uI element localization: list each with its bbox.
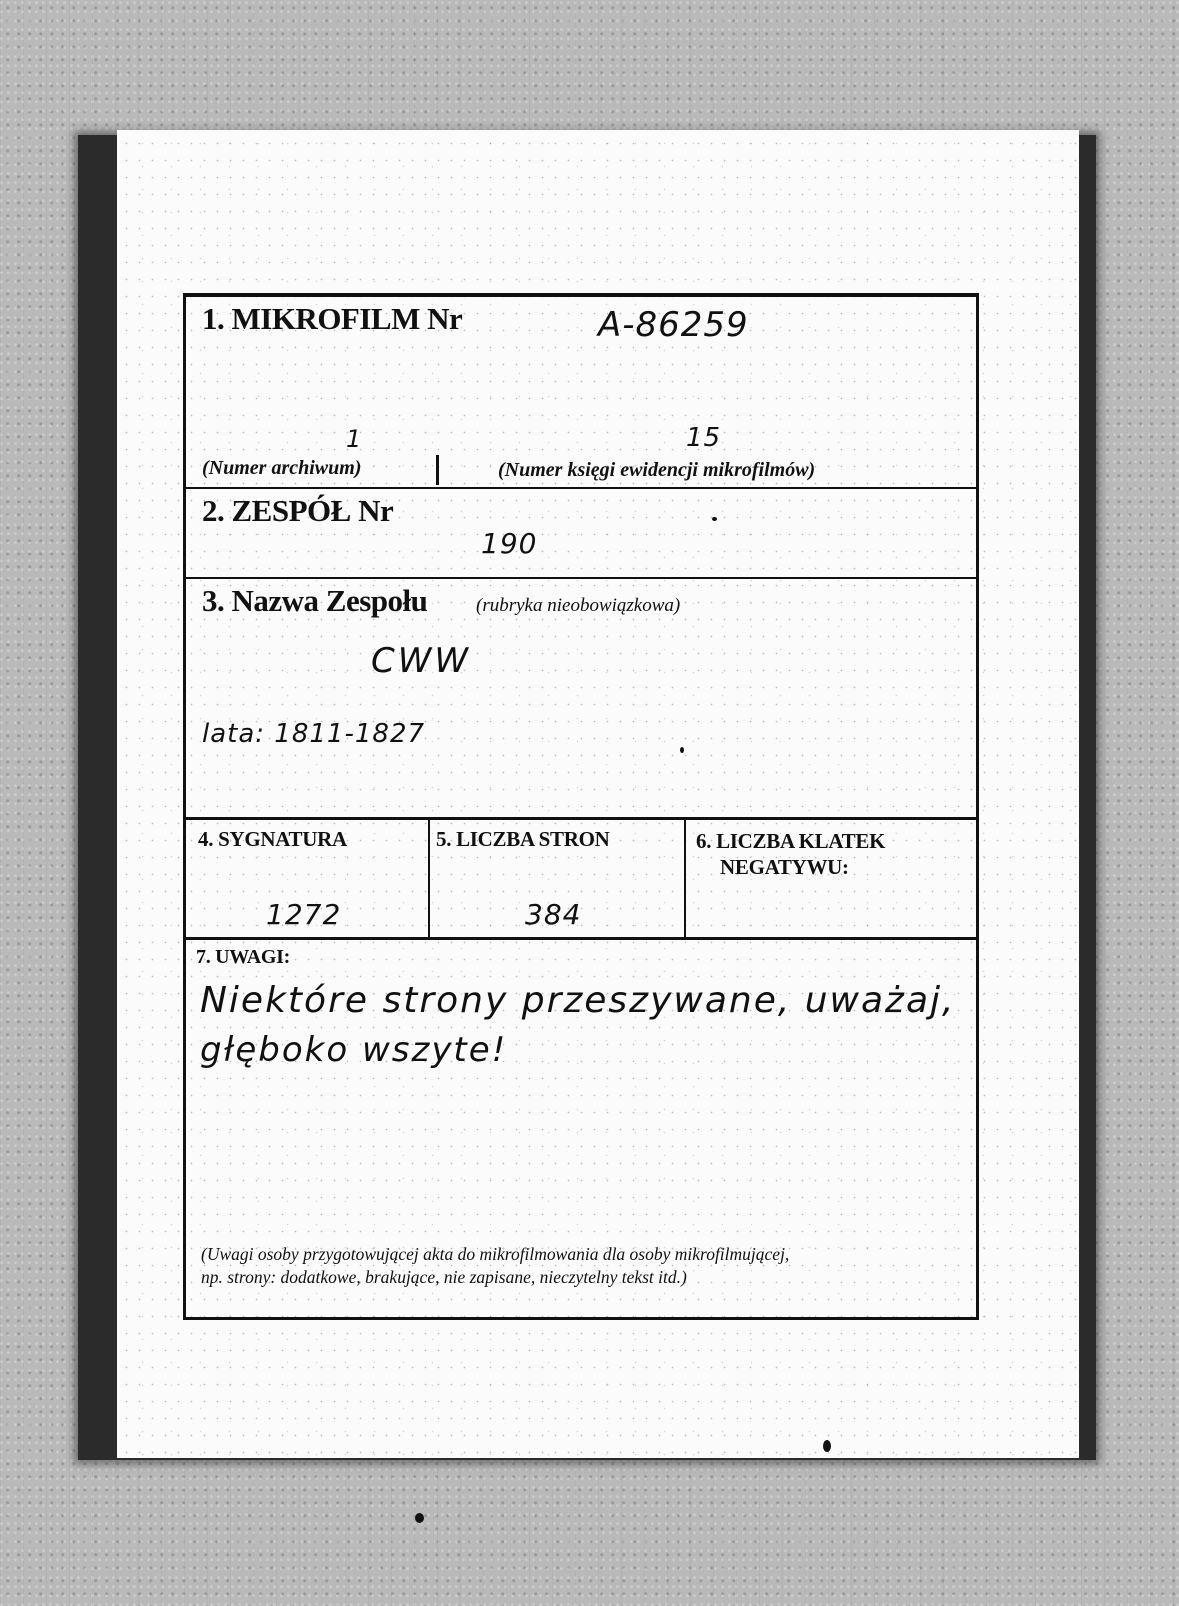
ink-speck [680,747,684,753]
field-divider [436,455,439,485]
section-mikrofilm [186,297,976,489]
nazwa-zespolu-value: CWW [371,641,471,681]
uwagi-footer-line1: (Uwagi osoby przygotowującej akta do mikrofilmowania dla osoby mikrofilmującej, [201,1244,790,1264]
liczba-klatek-cell [686,820,976,937]
uwagi-label: 7. UWAGI: [196,946,290,968]
liczba-klatek-label-line2: NEGATYWU: [720,855,849,879]
zespol-value: 190 [481,527,538,560]
ledger-number-label: (Numer księgi ewidencji mikrofilmów) [498,459,816,481]
sygnatura-cell [186,820,430,937]
ink-speck [712,517,717,521]
section-zespol [186,489,976,579]
mikrofilm-label: 1. MIKROFILM Nr [202,301,463,336]
liczba-stron-value: 384 [525,898,582,931]
liczba-klatek-label-line1: 6. LICZBA KLATEK [696,829,886,853]
ink-speck [415,1513,424,1523]
liczba-stron-label: 5. LICZBA STRON [436,827,610,851]
archive-number-value: 1 [346,425,363,453]
years-value: lata: 1811-1827 [202,719,426,749]
microfilm-form [183,293,979,1320]
liczba-stron-cell [430,820,686,937]
archive-number-label: (Numer archiwum) [202,457,362,479]
sygnatura-value: 1272 [266,898,342,931]
mikrofilm-value: A-86259 [598,305,749,345]
ink-speck [823,1440,831,1452]
nazwa-zespolu-note: (rubryka nieobowiązkowa) [476,595,681,616]
zespol-label: 2. ZESPÓŁ Nr [202,493,394,528]
uwagi-handwritten-line1: Niektóre strony przeszywane, uważaj, [200,980,956,1021]
uwagi-footer-note [201,1243,966,1289]
uwagi-handwritten-line2: głęboko wszyte! [200,1030,508,1070]
sygnatura-label: 4. SYGNATURA [198,827,347,851]
section-uwagi [186,940,976,1317]
nazwa-zespolu-label: 3. Nazwa Zespołu [202,583,428,618]
ledger-number-value: 15 [686,423,722,453]
section-nazwa-zespolu [186,579,976,820]
section-counts [186,820,976,940]
uwagi-footer-line2: np. strony: dodatkowe, brakujące, nie zapisane, nieczytelny tekst itd.) [201,1267,687,1287]
